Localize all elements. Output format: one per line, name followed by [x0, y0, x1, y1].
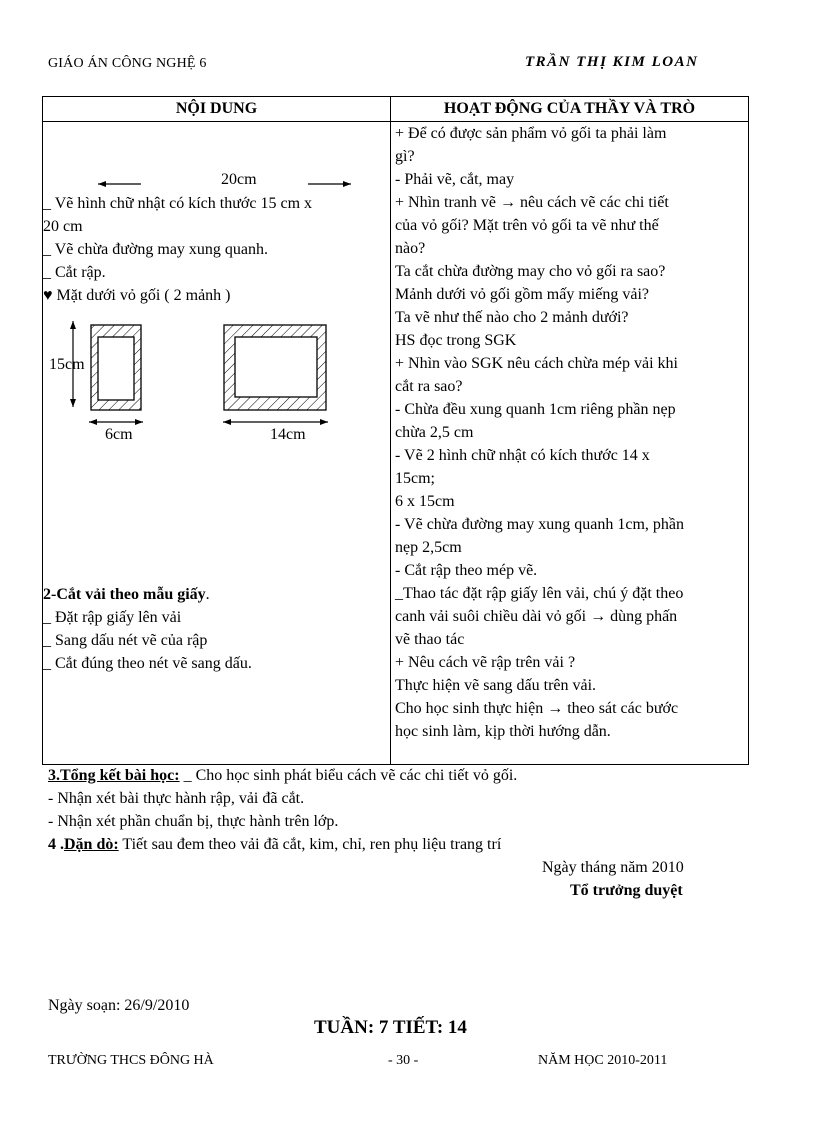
footer-school-year: NĂM HỌC 2010-2011	[538, 1053, 668, 1068]
act-line: - Vẽ chừa đường may xung quanh 1cm, phần	[395, 516, 684, 533]
act-line: 15cm;	[395, 470, 435, 487]
col-header-content: NỘI DUNG	[43, 97, 391, 122]
act-line: 6 x 15cm	[395, 493, 455, 510]
step-draw-rect-cont: 20 cm	[43, 218, 83, 235]
s2-step3: _ Cắt đúng theo nét vẽ sang dấu.	[43, 655, 252, 672]
content-cell	[43, 122, 391, 765]
pattern-diagram	[43, 317, 391, 447]
act-line: - Vẽ 2 hình chữ nhật có kích thước 14 x	[395, 447, 650, 464]
header-author: TRẦN THỊ KIM LOAN	[525, 54, 699, 70]
act-line: nẹp 2,5cm	[395, 539, 462, 556]
section2-title: 2-Cắt vải theo mẫu giấy.	[43, 586, 210, 603]
dimension-15cm: 15cm	[49, 356, 85, 373]
summary-line: - Nhận xét bài thực hành rập, vải đã cắt.	[48, 790, 305, 807]
act-line: Thực hiện vẽ sang dấu trên vải.	[395, 677, 597, 694]
activity-cell	[391, 122, 749, 765]
summary-line: 3.Tổng kết bài học: _ Cho học sinh phát biểu cách vẽ các chi tiết vỏ gối.	[48, 767, 518, 784]
s2-step2: _ Sang dấu nét vẽ của rập	[43, 632, 208, 649]
act-line: + Nêu cách vẽ rập trên vải ?	[395, 654, 576, 671]
act-line: + Để có được sản phẩm vỏ gối ta phải làm	[395, 125, 667, 142]
act-line: nào?	[395, 240, 426, 257]
prep-date: Ngày soạn: 26/9/2010	[48, 997, 190, 1014]
dimension-6cm: 6cm	[105, 426, 133, 443]
act-line: canh vải suôi chiều dài vỏ gối → dùng phấn	[395, 608, 678, 625]
act-line: - Cắt rập theo mép vẽ.	[395, 562, 538, 579]
act-line: gì?	[395, 148, 415, 165]
footer-school: TRƯỜNG THCS ĐÔNG HÀ	[48, 1053, 214, 1068]
act-line: Ta cắt chừa đường may cho vỏ gối ra sao?	[395, 263, 666, 280]
act-line: chừa 2,5 cm	[395, 424, 474, 441]
act-line: Cho học sinh thực hiện → theo sát các bước	[395, 700, 679, 717]
lesson-table	[42, 96, 749, 765]
act-line: - Chừa đều xung quanh 1cm riêng phần nẹp	[395, 401, 676, 418]
approval-title: Tổ trưởng duyệt	[570, 882, 683, 899]
summary-line: - Nhận xét phần chuẩn bị, thực hành trên lớp.	[48, 813, 339, 830]
act-line: Ta vẽ như thế nào cho 2 mảnh dưới?	[395, 309, 629, 326]
dimension-14cm: 14cm	[270, 426, 306, 443]
act-line: HS đọc trong SGK	[395, 332, 517, 349]
week-lesson: TUẦN: 7 TIẾT: 14	[314, 1017, 467, 1038]
step-seam-allowance: _ Vẽ chừa đường may xung quanh.	[43, 241, 269, 258]
step-draw-rect: _ Vẽ hình chữ nhật có kích thước 15 cm x	[43, 195, 313, 212]
act-line: cắt ra sao?	[395, 378, 463, 395]
header-subject: GIÁO ÁN CÔNG NGHỆ 6	[48, 56, 207, 71]
dimension-20cm: 20cm	[221, 171, 257, 188]
date-line: Ngày tháng năm 2010	[542, 859, 684, 876]
s2-step1: _ Đặt rập giấy lên vải	[43, 609, 182, 626]
act-line: của vỏ gối? Mặt trên vỏ gối ta vẽ như thế	[395, 217, 659, 234]
bottom-cover-title: ♥ Mặt dưới vỏ gối ( 2 mảnh )	[43, 287, 231, 304]
footer-page-number: - 30 -	[388, 1053, 419, 1068]
act-line: vẽ thao tác	[395, 631, 465, 648]
act-line: Mảnh dưới vỏ gối gồm mấy miếng vải?	[395, 286, 649, 303]
col-header-activity: HOẠT ĐỘNG CỦA THẦY VÀ TRÒ	[391, 97, 749, 122]
homework-line: 4 .Dặn dò: Tiết sau đem theo vải đã cắt, kim, chỉ, ren phụ liệu trang trí	[48, 836, 502, 853]
step-cut-pattern: _ Cắt rập.	[43, 264, 106, 281]
act-line: _Thao tác đặt rập giấy lên vải, chú ý đặt theo	[395, 585, 684, 602]
act-line: học sinh làm, kịp thời hướng dẫn.	[395, 723, 611, 740]
dimension-arrows-20cm	[43, 172, 391, 192]
act-line: - Phải vẽ, cắt, may	[395, 171, 515, 188]
act-line: + Nhìn tranh vẽ → nêu cách vẽ các chi tiết	[395, 194, 669, 211]
act-line: + Nhìn vào SGK nêu cách chừa mép vải khi	[395, 355, 678, 372]
